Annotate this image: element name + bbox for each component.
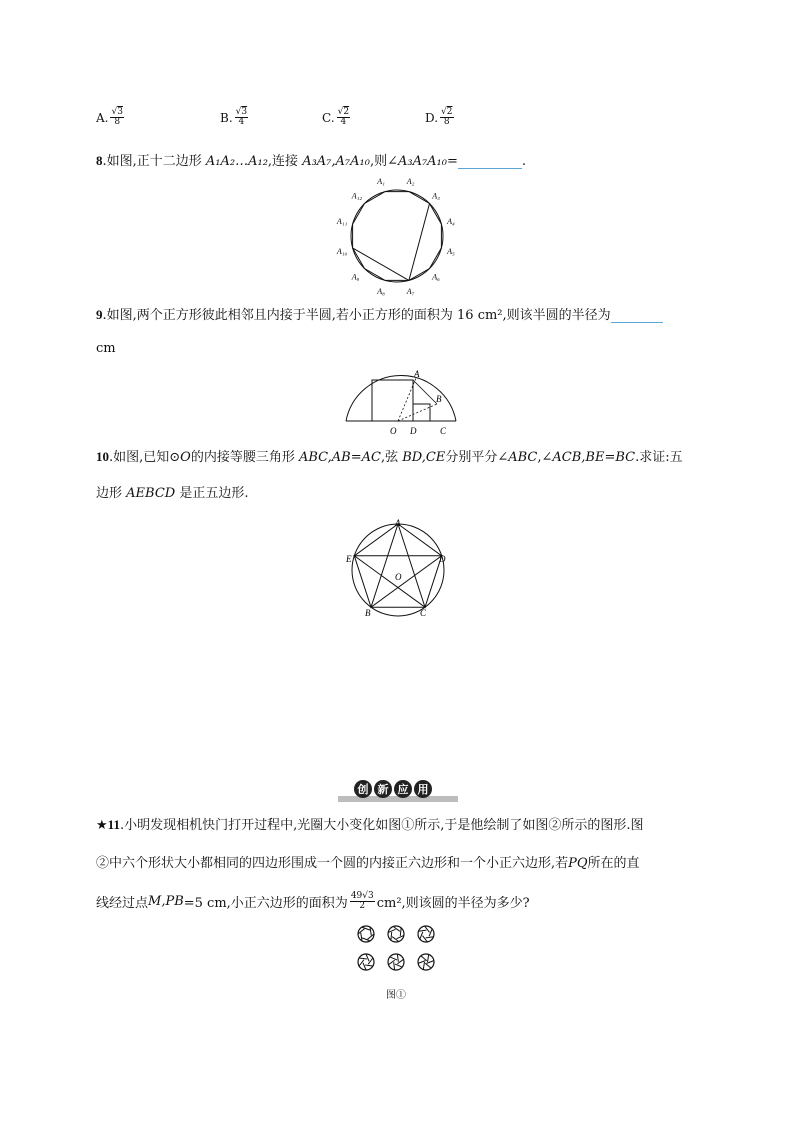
label-o: O <box>390 426 397 436</box>
vertex-label: A₈ <box>377 287 385 297</box>
vertex-label: A₇ <box>406 287 415 297</box>
label-c: C <box>440 426 447 436</box>
label-e: E <box>346 554 352 564</box>
pentagon-figure <box>340 514 456 622</box>
option-a <box>96 108 124 128</box>
semicircle-figure <box>340 366 460 438</box>
area-fraction: $\frac{49√3}{2}$ <box>350 891 374 912</box>
banner-char-4: 用 <box>414 780 432 798</box>
option-b <box>220 108 248 128</box>
vertex-label: A₆ <box>432 272 440 282</box>
option-c-fraction: $\frac{√2}{4}$ <box>337 107 350 128</box>
aperture-figure <box>356 922 440 978</box>
option-b-fraction: $\frac{√3}{4}$ <box>235 107 248 128</box>
option-d-fraction: $\frac{√2}{8}$ <box>441 107 453 128</box>
question-11-line-1: ★11.小明发现相机快门打开过程中,光圈大小变化如图①所示,于是他绘制了如图②所示的图形.图 <box>96 817 644 833</box>
question-11-line-3: 线经过点 M,PB =5 cm,小正六边形的面积为 $\frac{49√3}{2}$ cm²,则该圆的半径为多少? <box>96 891 530 912</box>
vertex-label: A₁₁ <box>336 217 348 227</box>
question-10-line-2: 边形 AEBCD 是正五边形. <box>96 486 249 501</box>
question-10-number: 10 <box>96 449 109 464</box>
aperture-icon <box>388 926 404 942</box>
banner-char-1: 创 <box>354 780 372 798</box>
aperture-icon <box>358 954 374 970</box>
question-8-number: 8 <box>96 153 103 168</box>
label-o: O <box>395 572 402 582</box>
question-8: 8.如图,正十二边形 A₁A₂…A₁₂,连接 A₃A₇,A₇A₁₀,则∠A₃A₇A₁₀= . <box>96 153 527 169</box>
figure-caption: 图① <box>386 990 406 1001</box>
vertex-label: A₉ <box>351 272 360 282</box>
vertex-labels <box>336 177 455 296</box>
label-c: C <box>420 608 427 618</box>
aperture-icon <box>418 954 434 970</box>
label-b: B <box>365 608 371 618</box>
label-a: A <box>395 518 401 528</box>
question-9-unit: cm <box>96 341 116 356</box>
label-d: D <box>410 426 417 436</box>
question-10-line-1: 10.如图,已知⊙O的内接等腰三角形 ABC,AB=AC,弦 BD,CE分别平分∠ABC,∠ACB,BE=BC.求证:五 <box>96 449 683 465</box>
dodecagon-polygon <box>353 192 442 281</box>
question-9-number: 9 <box>96 307 103 322</box>
aperture-icon <box>358 926 374 942</box>
label-b: B <box>436 394 442 404</box>
vertex-label: A₄ <box>447 217 455 227</box>
segment-a3-a7 <box>409 203 430 280</box>
vertex-label: A₁ <box>377 176 385 186</box>
option-c-label: C. <box>322 110 335 125</box>
vertex-label: A₂ <box>406 176 415 186</box>
banner-char-2: 新 <box>374 780 392 798</box>
dodecagon-figure <box>330 174 470 298</box>
option-c <box>322 108 350 128</box>
question-11-number: 11 <box>107 817 120 832</box>
vertex-label: A₁₂ <box>351 191 363 201</box>
option-a-label: A. <box>96 110 109 125</box>
answer-blank-9[interactable] <box>611 308 663 323</box>
vertex-label: A₅ <box>447 246 455 256</box>
answer-blank-8[interactable] <box>458 154 522 169</box>
section-banner <box>338 780 458 802</box>
banner-char-3: 应 <box>394 780 412 798</box>
small-square <box>413 404 430 421</box>
label-d: D <box>439 554 446 564</box>
option-d-label: D. <box>425 110 439 125</box>
star-icon: ★ <box>96 818 108 833</box>
option-d <box>425 108 454 128</box>
option-b-label: B. <box>220 110 233 125</box>
question-11-line-2: ②中六个形状大小都相同的四边形围成一个圆的内接正六边形和一个小正六边形,若PQ所在的直 <box>96 856 640 871</box>
option-a-fraction: $\frac{√3}{8}$ <box>111 107 123 128</box>
label-a: A <box>414 369 420 379</box>
aperture-icon <box>388 954 404 970</box>
aperture-icon <box>418 926 434 942</box>
vertex-label: A₁₀ <box>336 246 348 256</box>
question-9: 9.如图,两个正方形彼此相邻且内接于半圆,若小正方形的面积为 16 cm²,则该半圆的半径为 <box>96 304 663 323</box>
vertex-label: A₃ <box>432 191 440 201</box>
large-square <box>372 380 413 421</box>
